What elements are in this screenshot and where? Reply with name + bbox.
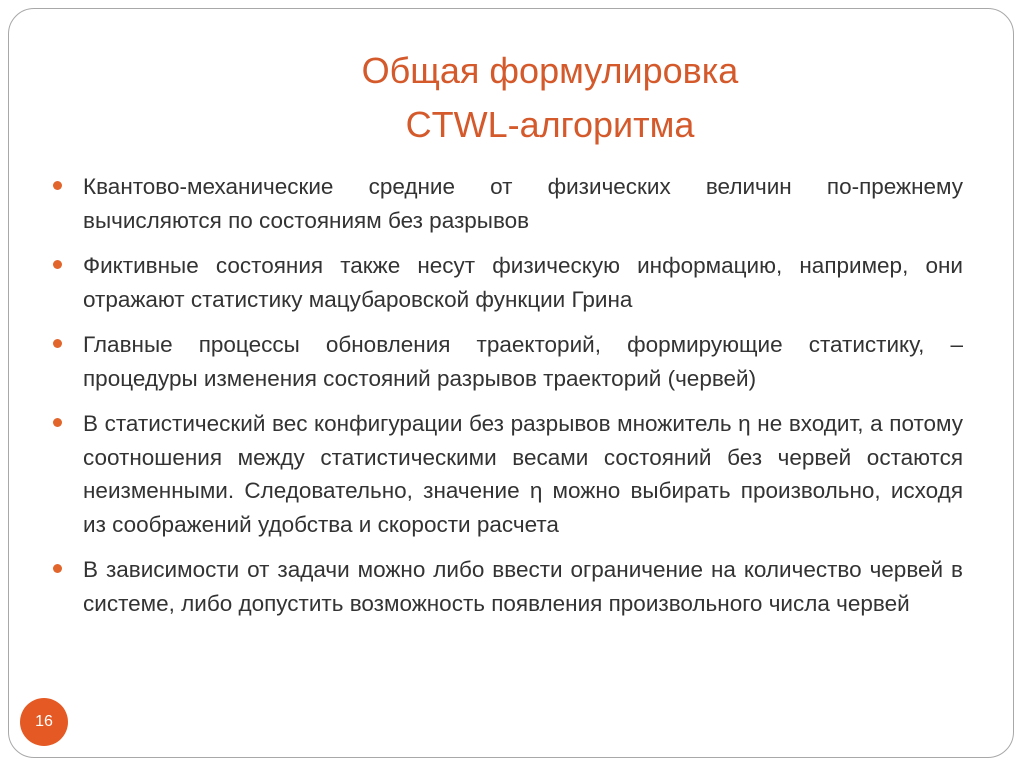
bullet-item: [52, 407, 963, 541]
bullet-text: В зависимости от задачи можно либо ввести ограничение на количество червей в системе, либо допустить возможность появления произвольного числа червей: [83, 557, 963, 616]
slide-title: [200, 44, 900, 152]
bullet-marker-icon: [53, 260, 62, 269]
bullet-marker-icon: [53, 339, 62, 348]
bullet-marker-icon: [53, 418, 62, 427]
bullet-item: [52, 249, 963, 316]
bullet-marker-icon: [53, 181, 62, 190]
bullet-text: В статистический вес конфигурации без разрывов множитель η не входит, а потому соотношения между статистическими весами состояний без червей остаются неизменными. Следовательно, значение η можно выбирать произвольно, исходя из соображений удобства и скорости расчета: [83, 411, 963, 537]
bullet-text: Главные процессы обновления траекторий, формирующие статистику, – процедуры изменения состояний разрывов траекторий (червей): [83, 332, 963, 391]
bullet-item: [52, 553, 963, 620]
title-line-1: Общая формулировка: [361, 50, 739, 91]
bullet-item: [52, 328, 963, 395]
bullet-text: Квантово-механические средние от физических величин по-прежнему вычисляются по состояниям без разрывов: [83, 174, 963, 233]
bullet-marker-icon: [53, 564, 62, 573]
bullet-item: [52, 170, 963, 237]
title-line-2: CTWL-алгоритма: [405, 104, 695, 145]
bullet-text: Фиктивные состояния также несут физическую информацию, например, они отражают статистику мацубаровской функции Грина: [83, 253, 963, 312]
page-number-badge: 16: [20, 698, 68, 746]
bullet-list: [52, 170, 963, 632]
